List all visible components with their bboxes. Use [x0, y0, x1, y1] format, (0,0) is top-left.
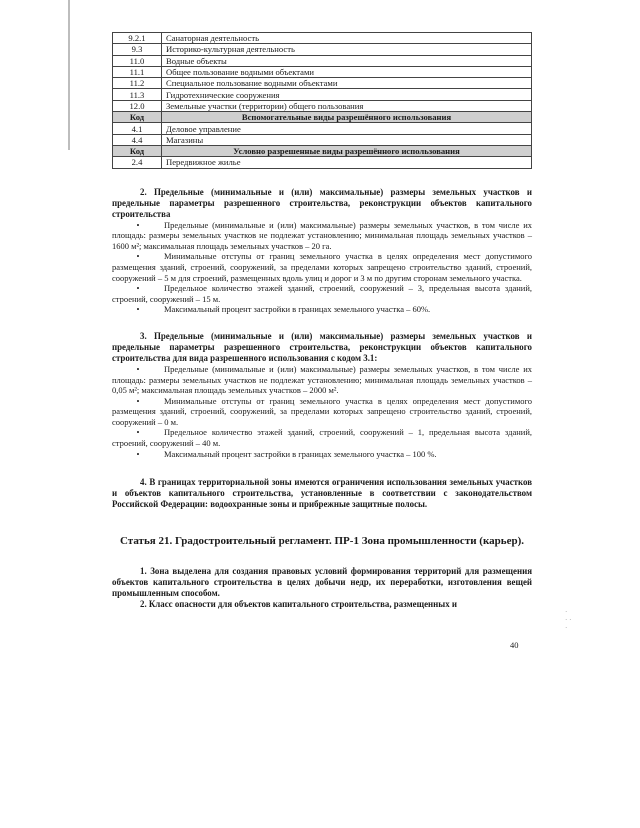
section2-heading: 2. Предельные (минимальные и (или) максимальные) размеры земельных участков и предельные параметры разрешенного строительства, реконструкции объектов капитального строительства [112, 186, 532, 219]
table-row [113, 33, 532, 44]
table-row [113, 89, 532, 100]
bullet-icon: • [136, 363, 140, 374]
table-cell-name: Историко-культурная деятельность [162, 44, 532, 55]
table-row [113, 123, 532, 134]
bullet-icon: • [136, 448, 140, 459]
bullet-icon: • [136, 251, 140, 262]
bullet-icon: • [136, 304, 140, 315]
bullet-paragraph [112, 283, 532, 304]
table-cell-code: Код [113, 112, 162, 123]
table-row [113, 44, 532, 55]
table-cell-code: 9.3 [113, 44, 162, 55]
table-cell-code: 11.2 [113, 78, 162, 89]
bullet-paragraph [112, 251, 532, 283]
table-cell-name: Магазины [162, 134, 532, 145]
section3-bullets [112, 364, 532, 459]
bullet-paragraph [112, 220, 532, 252]
land-use-table [112, 32, 532, 169]
bullet-text: Предельное количество этажей зданий, строений, сооружений – 1, предельная высота зданий, строений, сооружений – 40 м. [112, 427, 532, 449]
table-cell-code: 12.0 [113, 100, 162, 111]
scan-edge-line [68, 0, 70, 150]
table-cell-name: Санаторная деятельность [162, 33, 532, 44]
table-cell-name: Общее пользование водными объектами [162, 66, 532, 77]
table-cell-name: Условно разрешенные виды разрешённого использования [162, 145, 532, 156]
bullet-paragraph [112, 427, 532, 448]
bullet-text: Максимальный процент застройки в границах земельного участка – 100 %. [164, 448, 437, 459]
table-header-row [113, 145, 532, 156]
table-cell-name: Вспомогательные виды разрешённого использования [162, 112, 532, 123]
table-cell-code: 2.4 [113, 157, 162, 168]
bullet-icon: • [136, 219, 140, 230]
document-page [112, 32, 532, 610]
table-row [113, 100, 532, 111]
bullet-icon: • [136, 427, 140, 438]
article-title: Статья 21. Градостроительный регламент. ПР-1 Зона промышленности (карьер). [119, 535, 524, 548]
table-row [113, 55, 532, 66]
page-number: 40 [510, 640, 519, 650]
section4-heading: 4. В границах территориальной зоны имеются ограничения использования земельных участков и объектов капитального строительства, установленные в соответствии с законодательством Российской Федерации: водоохранные зоны и прибрежные защитные полосы. [112, 477, 532, 510]
table-cell-name: Специальное пользование водными объектами [162, 78, 532, 89]
table-cell-code: 4.1 [113, 123, 162, 134]
table-row [113, 134, 532, 145]
table-cell-name: Деловое управление [162, 123, 532, 134]
table-cell-code: Код [113, 145, 162, 156]
section2-bullets [112, 220, 532, 315]
table-cell-name: Гидротехнические сооружения [162, 89, 532, 100]
table-row [113, 157, 532, 168]
table-cell-code: 4.4 [113, 134, 162, 145]
bullet-paragraph [112, 364, 532, 396]
bullet-text: Минимальные отступы от границ земельного участка в целях определения мест допустимого размещения зданий, строений, сооружений, за пределами которых запрещено строительство зданий, строений, сооружений – 0 м. [112, 395, 532, 427]
table-cell-name: Передвижное жилье [162, 157, 532, 168]
bullet-icon: • [136, 283, 140, 294]
section3-heading: 3. Предельные (минимальные и (или) максимальные) размеры земельных участков и предельные параметры разрешенного строительства, реконструкции объектов капитального строительства для вида разрешенного использования с кодом 3.1: [112, 330, 532, 363]
bullet-text: Предельные (минимальные и (или) максимальные) размеры земельных участков, в том числе их площадь: размеры земельных участков не подлежат установлению; минимальная площадь земельных участков – 1600 м²; максимальная площадь земельных участков – 20 га. [112, 219, 532, 251]
table-row [113, 78, 532, 89]
bullet-icon: • [136, 395, 140, 406]
bullet-paragraph [112, 396, 532, 428]
bullet-text: Минимальные отступы от границ земельного участка в целях определения мест допустимого размещения зданий, строений, сооружений, за пределами которых запрещено строительство зданий, строений, сооружений – 5 м для строений, размещенных вдоль улиц и дорог и 3 м по другим сторонам земельного участка. [112, 251, 532, 283]
table-cell-code: 11.1 [113, 66, 162, 77]
table-cell-name: Водные объекты [162, 55, 532, 66]
table-cell-name: Земельные участки (территории) общего пользования [162, 100, 532, 111]
bullet-text: Предельные (минимальные и (или) максимальные) размеры земельных участков, в том числе их площадь: размеры земельных участков не подлежат установлению; минимальная площадь земельных участков – 0,05 м²; максимальная площадь земельных участков – 2000 м². [112, 363, 532, 396]
table-header-row [113, 112, 532, 123]
bullet-text: Максимальный процент застройки в границах земельного участка – 60%. [164, 304, 431, 315]
table-row [113, 66, 532, 77]
scan-margin-marks: · · · · [565, 608, 572, 632]
article-paragraph-2: 2. Класс опасности для объектов капитального строительства, размещенных и [140, 599, 457, 610]
bullet-paragraph [112, 304, 532, 315]
table-cell-code: 11.0 [113, 55, 162, 66]
article-paragraph-1: 1. Зона выделена для создания правовых условий формирования территорий для размещения объектов капитального строительства в целях добычи недр, их переработки, изготовления вещей промышленным способом. [112, 566, 532, 599]
bullet-paragraph [112, 449, 532, 460]
table-cell-code: 11.3 [113, 89, 162, 100]
bullet-text: Предельное количество этажей зданий, строений, сооружений – 3, предельная высота зданий, строений, сооружений – 15 м. [112, 283, 532, 304]
table-cell-code: 9.2.1 [113, 33, 162, 44]
